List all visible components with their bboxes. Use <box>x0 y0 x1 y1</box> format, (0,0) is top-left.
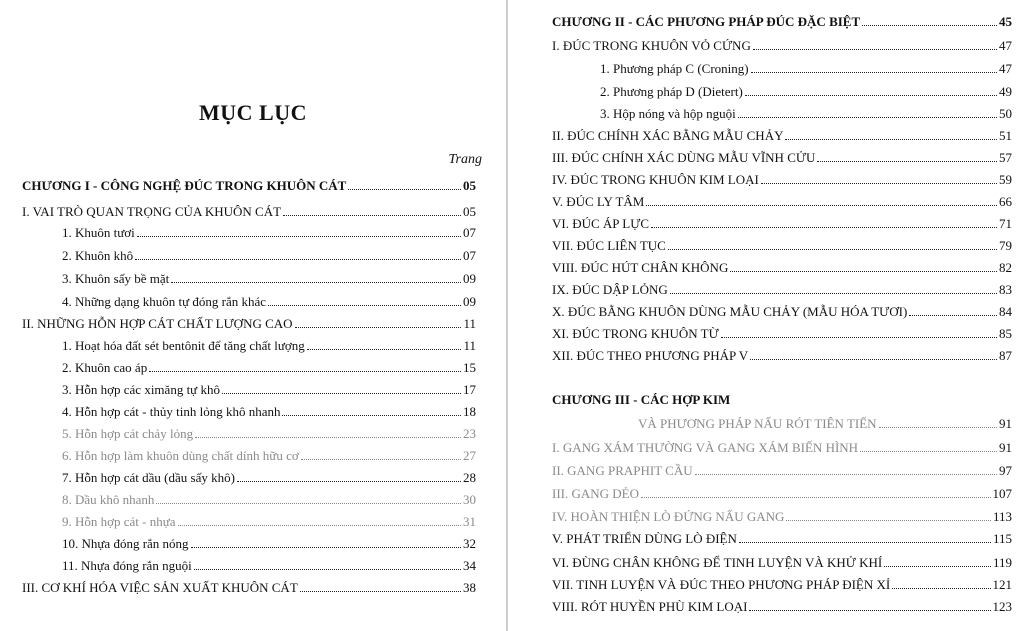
toc-page: 59 <box>999 172 1012 187</box>
dot-leader <box>884 566 991 567</box>
toc-page: 31 <box>463 514 476 529</box>
toc-entry <box>600 80 1012 100</box>
toc-entry <box>62 466 476 486</box>
dot-leader <box>749 610 990 611</box>
toc-label: XII. ĐÚC THEO PHƯƠNG PHÁP V <box>552 348 749 363</box>
toc-label: VIII. RÓT HUYỀN PHÙ KIM LOẠI <box>552 599 748 614</box>
toc-label: VI. ĐÙNG CHÂN KHÔNG ĐỂ TINH LUYỆN VÀ KHỬ KHÍ <box>552 555 883 570</box>
toc-label: 4. Hỗn hợp cát - thủy tinh lỏng khô nhanh <box>62 404 281 419</box>
toc-label: III. GANG DẺO <box>552 486 640 501</box>
toc-label: 2. Khuôn cao áp <box>62 360 148 375</box>
toc-page: 23 <box>463 426 476 441</box>
dot-leader <box>750 359 997 360</box>
dot-leader <box>751 72 997 73</box>
dot-leader <box>222 393 461 394</box>
dot-leader <box>295 327 462 328</box>
dot-leader <box>668 249 997 250</box>
toc-label: VII. ĐÚC LIÊN TỤC <box>552 238 666 253</box>
toc-entry <box>62 510 476 530</box>
toc-label: 3. Hỗn hợp các ximăng tự khô <box>62 382 220 397</box>
toc-entry <box>552 190 1012 210</box>
dot-leader <box>670 293 997 294</box>
toc-page: 82 <box>999 260 1012 275</box>
toc-entry <box>552 34 1012 54</box>
toc-page: 47 <box>999 38 1012 53</box>
dot-leader <box>753 49 997 50</box>
dot-leader <box>178 525 461 526</box>
toc-entry <box>62 554 476 574</box>
dot-leader <box>738 117 997 118</box>
toc-page: 09 <box>463 271 476 286</box>
toc-page: 07 <box>463 248 476 263</box>
toc-entry <box>62 221 476 241</box>
toc-label: III. ĐÚC CHÍNH XÁC DÙNG MẪU VĨNH CỬU <box>552 150 816 165</box>
dot-leader <box>817 161 997 162</box>
toc-entry <box>22 312 476 332</box>
toc-entry <box>552 300 1012 320</box>
toc-entry <box>22 576 476 596</box>
dot-leader <box>892 588 990 589</box>
toc-label: VÀ PHƯƠNG PHÁP NẤU RÓT TIÊN TIẾN <box>638 416 877 431</box>
toc-label: V. ĐÚC LY TÂM <box>552 194 645 209</box>
toc-label: IV. HOÀN THIỆN LÒ ĐỨNG NẤU GANG <box>552 509 785 524</box>
dot-leader <box>646 205 997 206</box>
dot-leader <box>156 503 461 504</box>
toc-label: CHƯƠNG III - CÁC HỢP KIM <box>552 392 731 407</box>
toc-page: 115 <box>992 531 1012 546</box>
toc-label: 2. Khuôn khô <box>62 248 134 263</box>
toc-label: 9. Hỗn hợp cát - nhựa <box>62 514 176 529</box>
toc-label: V. PHÁT TRIỂN DÙNG LÒ ĐIỆN <box>552 531 737 546</box>
toc-label: 2. Phương pháp D (Dietert) <box>600 84 743 99</box>
dot-leader <box>300 591 461 592</box>
chapter-heading <box>552 388 1012 408</box>
toc-page: 15 <box>463 360 476 375</box>
toc-label: CHƯƠNG I - CÔNG NGHỆ ĐÚC TRONG KHUÔN CÁT <box>22 178 347 193</box>
dot-leader <box>739 542 991 543</box>
toc-label: CHƯƠNG II - CÁC PHƯƠNG PHÁP ĐÚC ĐẶC BIỆT <box>552 14 861 29</box>
toc-entry <box>552 124 1012 144</box>
toc-label: I. VAI TRÒ QUAN TRỌNG CỦA KHUÔN CÁT <box>22 204 282 219</box>
toc-page: 91 <box>999 440 1012 455</box>
dot-leader <box>860 451 997 452</box>
toc-entry <box>22 200 476 220</box>
toc-entry <box>600 57 1012 77</box>
toc-entry <box>552 256 1012 276</box>
toc-entry <box>552 595 1012 615</box>
toc-page: 113 <box>992 509 1012 524</box>
toc-page: 79 <box>999 238 1012 253</box>
toc-page: 09 <box>463 294 476 309</box>
dot-leader <box>301 459 461 460</box>
toc-page: 34 <box>463 558 476 573</box>
toc-entry <box>552 322 1012 342</box>
dot-leader <box>191 547 461 548</box>
dot-leader <box>194 569 461 570</box>
toc-label: VII. TINH LUYỆN VÀ ĐÚC THEO PHƯƠNG PHÁP ĐIỆN XỈ <box>552 577 891 592</box>
page-column-header: Trang <box>448 152 482 167</box>
toc-entry <box>552 168 1012 188</box>
toc-entry <box>552 436 1012 456</box>
dot-leader <box>348 189 461 190</box>
toc-label: II. NHỮNG HỖN HỢP CÁT CHẤT LƯỢNG CAO <box>22 316 293 331</box>
toc-page: 05 <box>463 204 476 219</box>
dot-leader <box>149 371 461 372</box>
toc-page: 107 <box>992 486 1012 501</box>
toc-entry <box>62 488 476 508</box>
toc-page: 17 <box>463 382 476 397</box>
toc-label: 1. Hoạt hóa đất sét bentônit để tăng chất lượng <box>62 338 305 353</box>
right-page <box>508 0 1024 631</box>
toc-page: 38 <box>463 580 476 595</box>
toc-entry <box>62 444 476 464</box>
toc-label: 11. Nhựa đóng rắn nguội <box>62 558 192 573</box>
toc-page: 85 <box>999 326 1012 341</box>
toc-label: 5. Hỗn hợp cát chảy lỏng <box>62 426 194 441</box>
toc-page: 07 <box>463 225 476 240</box>
toc-page: 71 <box>999 216 1012 231</box>
page-title: MỤC LỤC <box>199 100 307 125</box>
toc-page: 05 <box>463 178 476 193</box>
toc-page: 121 <box>992 577 1012 592</box>
toc-entry <box>552 551 1012 571</box>
toc-page: 91 <box>999 416 1012 431</box>
dot-leader <box>879 427 997 428</box>
dot-leader <box>785 139 997 140</box>
toc-page: 28 <box>463 470 476 485</box>
toc-label: 8. Dầu khô nhanh <box>62 492 155 507</box>
toc-entry <box>552 278 1012 298</box>
toc-entry <box>552 505 1012 525</box>
toc-entry <box>552 146 1012 166</box>
toc-entry <box>22 174 476 194</box>
toc-page: 51 <box>999 128 1012 143</box>
toc-label: II. GANG PRAPHIT CẦU <box>552 463 693 478</box>
toc-entry <box>552 344 1012 364</box>
toc-entry <box>600 102 1012 122</box>
dot-leader <box>307 349 462 350</box>
toc-entry <box>62 532 476 552</box>
toc-entry <box>62 334 476 354</box>
toc-page: 50 <box>999 106 1012 121</box>
dot-leader <box>171 282 461 283</box>
toc-label: 1. Khuôn tươi <box>62 225 135 240</box>
toc-page: 97 <box>999 463 1012 478</box>
toc-page: 66 <box>999 194 1012 209</box>
toc-label: 6. Hỗn hợp làm khuôn dùng chất dính hữu cơ <box>62 448 299 463</box>
toc-page: 84 <box>999 304 1012 319</box>
toc-label: 3. Khuôn sấy bề mặt <box>62 271 170 286</box>
toc-entry <box>552 482 1012 502</box>
toc-entry <box>552 527 1012 547</box>
toc-page: 32 <box>463 536 476 551</box>
dot-leader <box>695 474 997 475</box>
toc-entry <box>552 234 1012 254</box>
toc-label: IX. ĐÚC DẬP LỎNG <box>552 282 668 297</box>
dot-leader <box>282 415 461 416</box>
dot-leader <box>641 497 990 498</box>
toc-page: 119 <box>992 555 1012 570</box>
toc-page: 47 <box>999 61 1012 76</box>
dot-leader <box>283 215 461 216</box>
toc-page: 11 <box>463 338 476 353</box>
toc-entry <box>62 356 476 376</box>
toc-page: 27 <box>463 448 476 463</box>
dot-leader <box>721 337 997 338</box>
toc-entry <box>62 422 476 442</box>
toc-entry <box>638 412 1012 432</box>
toc-page: 45 <box>999 14 1012 29</box>
toc-label: 3. Hộp nóng và hộp nguội <box>600 106 736 121</box>
dot-leader <box>651 227 997 228</box>
dot-leader <box>745 95 997 96</box>
toc-entry <box>552 459 1012 479</box>
dot-leader <box>237 481 461 482</box>
dot-leader <box>730 271 997 272</box>
toc-label: X. ĐÚC BẰNG KHUÔN DÙNG MẪU CHẢY (MẪU HÓA TƯƠI) <box>552 304 908 319</box>
toc-label: 4. Những dạng khuôn tự đóng rắn khác <box>62 294 267 309</box>
dot-leader <box>909 315 997 316</box>
toc-page: 83 <box>999 282 1012 297</box>
dot-leader <box>195 437 461 438</box>
toc-entry <box>552 10 1012 30</box>
toc-page: 49 <box>999 84 1012 99</box>
toc-page: 87 <box>999 348 1012 363</box>
dot-leader <box>786 520 991 521</box>
toc-entry <box>62 378 476 398</box>
dot-leader <box>135 259 461 260</box>
left-page <box>0 0 506 631</box>
toc-page: 18 <box>463 404 476 419</box>
toc-label: IV. ĐÚC TRONG KHUÔN KIM LOẠI <box>552 172 759 187</box>
toc-label: III. CƠ KHÍ HÓA VIỆC SẢN XUẤT KHUÔN CÁT <box>22 580 298 595</box>
toc-entry <box>552 573 1012 593</box>
toc-label: I. GANG XÁM THƯỜNG VÀ GANG XÁM BIẾN HÌNH <box>552 440 859 455</box>
toc-label: VI. ĐÚC ÁP LỰC <box>552 216 649 231</box>
toc-page: 11 <box>463 316 476 331</box>
toc-entry <box>62 244 476 264</box>
toc-label: XI. ĐÚC TRONG KHUÔN TỪ <box>552 326 719 341</box>
toc-label: I. ĐÚC TRONG KHUÔN VỎ CỨNG <box>552 38 751 53</box>
dot-leader <box>268 305 461 306</box>
toc-label: VIII. ĐÚC HÚT CHÂN KHÔNG <box>552 260 729 275</box>
toc-page: 57 <box>999 150 1012 165</box>
dot-leader <box>862 25 997 26</box>
dot-leader <box>761 183 997 184</box>
dot-leader <box>137 236 461 237</box>
toc-entry <box>552 212 1012 232</box>
toc-label: 10. Nhựa đóng rắn nóng <box>62 536 189 551</box>
toc-label: 1. Phương pháp C (Croning) <box>600 61 749 76</box>
toc-entry <box>62 400 476 420</box>
toc-entry <box>62 290 476 310</box>
toc-label: 7. Hỗn hợp cát dầu (dầu sấy khô) <box>62 470 235 485</box>
toc-page: 123 <box>992 599 1012 614</box>
toc-label: II. ĐÚC CHÍNH XÁC BẰNG MẪU CHẢY <box>552 128 784 143</box>
toc-entry <box>62 267 476 287</box>
toc-page: 30 <box>463 492 476 507</box>
